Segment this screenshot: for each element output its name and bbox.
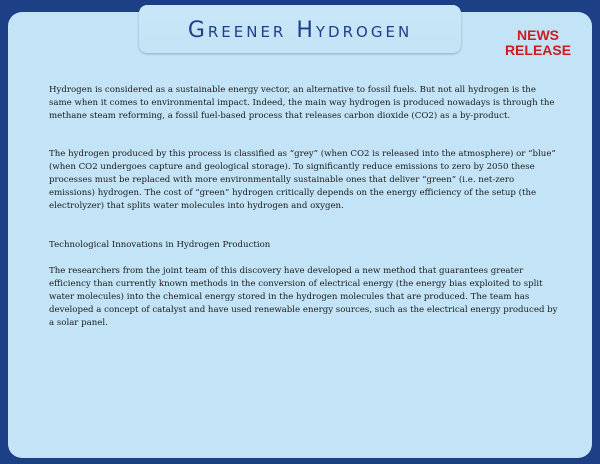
page-title: Greener Hydrogen	[187, 18, 413, 43]
content-panel	[8, 12, 592, 458]
news-release-badge	[494, 28, 582, 58]
paragraph-research: The researchers from the joint team of this discovery have developed a new method that guarantees greater efficiency than currently known methods in the conversion of electrical energy (the energy bias exploited to split water molecules) into the chemical energy stored in the hydrogen molecules that are produced. The team has developed a concept of catalyst and have used renewable energy sources, such as the electrical energy produced by a solar panel.	[49, 266, 558, 328]
section-heading: Technological Innovations in Hydrogen Production	[49, 240, 271, 250]
news-release-line1: NEWS	[517, 27, 559, 43]
paragraph-intro: Hydrogen is considered as a sustainable energy vector, an alternative to fossil fuels. But not all hydrogen is the same when it comes to environmental impact. Indeed, the main way hydrogen is produced nowadays is through the methane steam reforming, a fossil fuel-based process that releases carbon dioxide (CO2) as a by-product.	[49, 85, 555, 121]
paragraph-classification: The hydrogen produced by this process is classified as “grey” (when CO2 is released into the atmosphere) or “blue” (when CO2 undergoes capture and geological storage). To significantly reduce emissions to zero by 2050 these processes must be replaced with more environmentally sustainable ones that deliver “green” (i.e. net-zero emissions) hydrogen. The cost of “green” hydrogen critically depends on the energy efficiency of the setup (the electrolyzer) that splits water molecules into hydrogen and oxygen.	[49, 149, 556, 211]
news-release-line2: RELEASE	[504, 42, 572, 58]
